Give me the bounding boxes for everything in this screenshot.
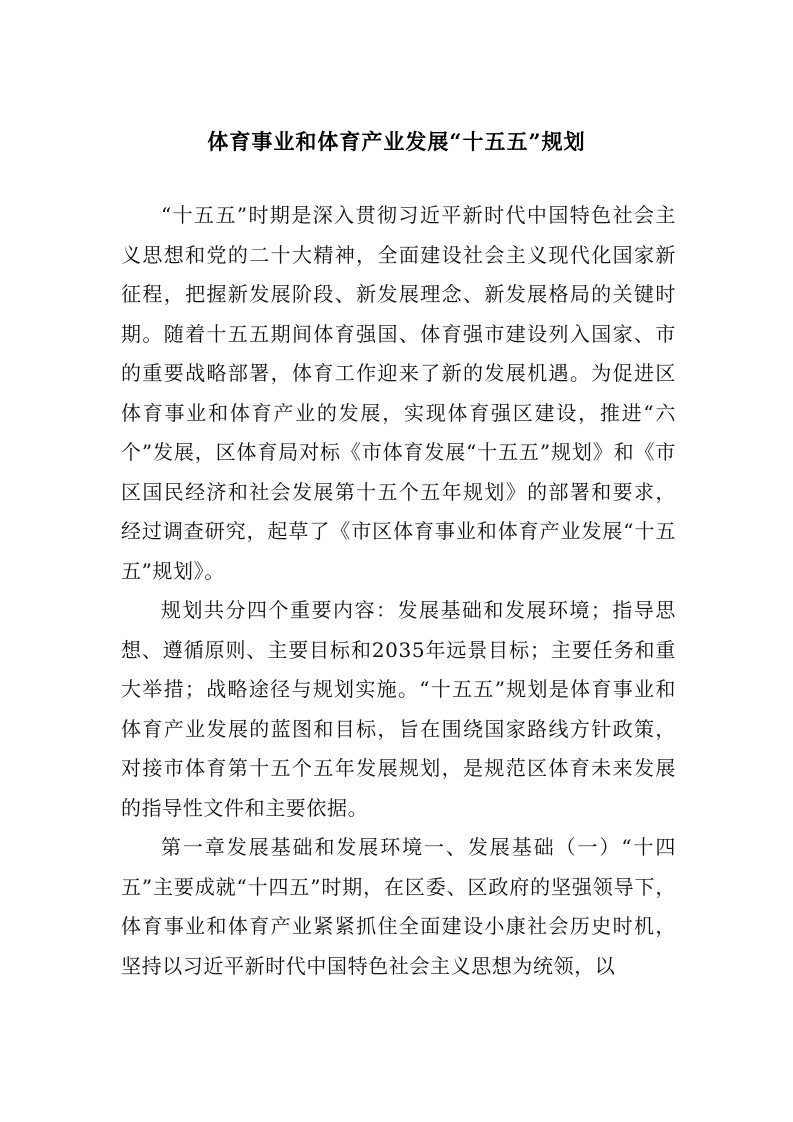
document-title: 体育事业和体育产业发展“十五五”规划 <box>207 129 586 154</box>
paragraph-plan-contents: 规划共分四个重要内容：发展基础和发展环境；指导思想、遵循原则、主要目标和2035年远景目标；主要任务和重大举措；战略途径与规划实施。“十五五”规划是体育事业和体育产业发展的蓝图和目标，旨在围绕国家路线方针政策，对接市体育第十五个五年发展规划，是规范区体育未来发展的指导性文件和主要依据。 <box>121 598 676 820</box>
paragraph-chapter-one: 第一章发展基础和发展环境一、发展基础（一）“十四五”主要成就“十四五”时期，在区委、区政府的坚强领导下，体育事业和体育产业紧紧抓住全面建设小康社会历史时机，坚持以习近平新时代中国特色社会主义思想为统领，以 <box>121 835 676 978</box>
document-body <box>121 196 676 986</box>
paragraph-intro: “十五五”时期是深入贯彻习近平新时代中国特色社会主义思想和党的二十大精神，全面建设社会主义现代化国家新征程，把握新发展阶段、新发展理念、新发展格局的关键时期。随着十五五期间体育强国、体育强市建设列入国家、市的重要战略部署，体育工作迎来了新的发展机遇。为促进区体育事业和体育产业的发展，实现体育强区建设，推进“六个”发展，区体育局对标《市体育发展“十五五”规划》和《市区国民经济和社会发展第十五个五年规划》的部署和要求，经过调查研究，起草了《市区体育事业和体育产业发展“十五五”规划》。 <box>121 203 676 583</box>
